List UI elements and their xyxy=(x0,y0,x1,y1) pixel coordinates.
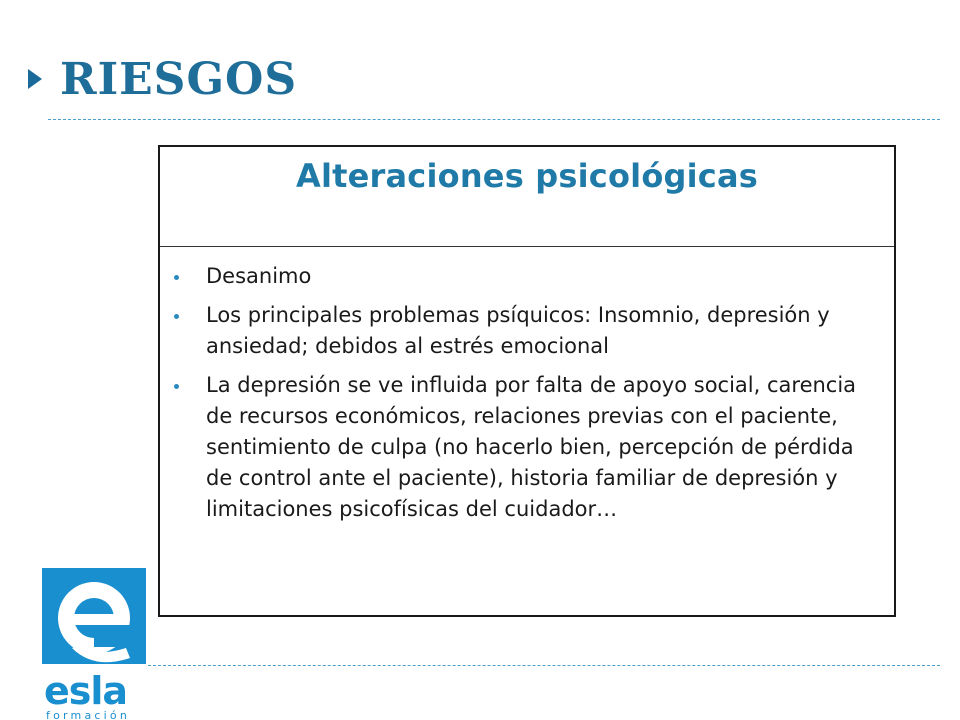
list-item xyxy=(168,370,874,525)
list-item-text: Desanimo xyxy=(206,264,312,288)
list-item xyxy=(168,300,874,362)
esla-logo xyxy=(42,568,146,720)
slide-title: RIESGOS xyxy=(60,54,298,105)
top-divider xyxy=(48,119,940,120)
bullet-icon xyxy=(174,384,179,389)
logo-wordmark: esla xyxy=(44,669,128,713)
bullet-icon xyxy=(174,275,179,280)
box-heading: Alteraciones psicológicas xyxy=(295,157,758,195)
list-item xyxy=(168,261,874,292)
logo-tagline: formación xyxy=(46,709,130,720)
content-box xyxy=(158,145,896,617)
bottom-divider xyxy=(148,665,940,666)
list-item-text: La depresión se ve influida por falta de apoyo social, carencia de recursos económicos, relaciones previas con el paciente, sentimiento de culpa (no hacerlo bien, percepción de pérdida de control ante el paciente), historia familiar de depresión y limitaciones psicofísicas del cuidador… xyxy=(206,373,857,521)
title-marker-icon xyxy=(28,69,42,89)
box-header xyxy=(160,147,894,247)
bullet-list xyxy=(160,247,894,525)
list-item-text: Los principales problemas psíquicos: Insomnio, depresión y ansiedad; debidos al estrés emocional xyxy=(206,303,830,358)
bullet-icon xyxy=(174,314,179,319)
